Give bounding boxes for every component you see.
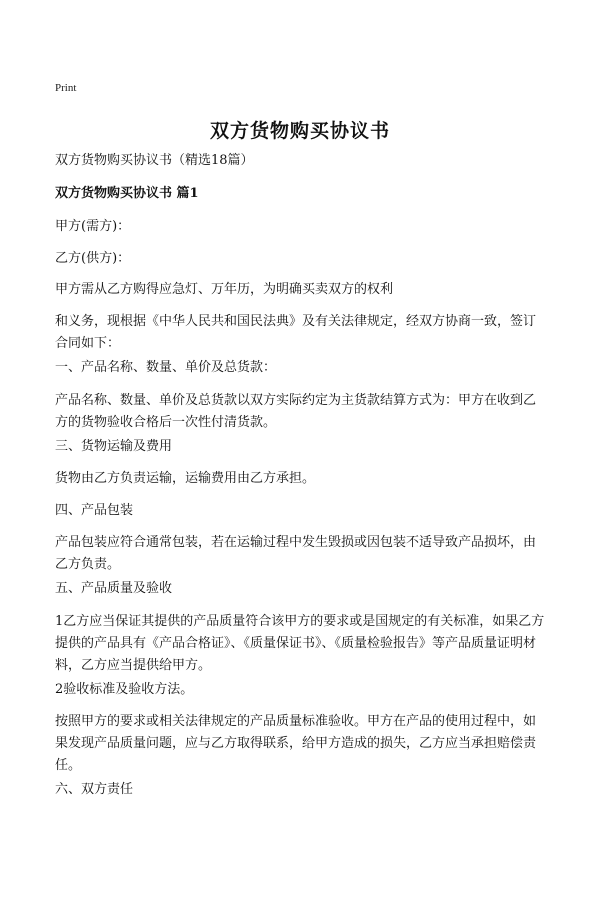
document-subtitle: 双方货物购买协议书（精选18篇） (55, 153, 254, 168)
clause-3-text: 货物由乙方负责运输，运输费用由乙方承担。 (55, 471, 316, 486)
document-title: 双方货物购买协议书 (209, 120, 390, 142)
clause-1-heading: 一、产品名称、数量、单价及总货款： (55, 360, 277, 375)
clause-5-item-3: 按照甲方的要求或相关法律规定的产品质量标准验收。甲方在产品的使用过程中，如果发现产品质量问题，应与乙方取得联系，给甲方造成的损失，乙方应当承担赔偿责任。 (55, 714, 537, 773)
party-b-line: 乙方(供方)： (55, 251, 131, 266)
clause-3-heading: 三、货物运输及费用 (55, 439, 173, 454)
clause-1-text: 产品名称、数量、单价及总货款以双方实际约定为主货款结算方式为：甲方在收到乙方的货物验收合格后一次性付清货款。 (55, 393, 537, 430)
clause-6-heading: 六、双方责任 (55, 782, 134, 797)
section-heading: 双方货物购买协议书 篇1 (55, 186, 199, 201)
clause-5-item-2: 2验收标准及验收方法。 (55, 682, 194, 697)
clause-4-text: 产品包装应符合通常包装，若在运输过程中发生毁损或因包装不适导致产品损坏，由乙方负责。 (55, 535, 537, 572)
intro-paragraph-1: 甲方需从乙方购得应急灯、万年历，为明确买卖双方的权利 (55, 282, 394, 297)
clause-5-item-1: 1乙方应当保证其提供的产品质量符合该甲方的要求或是国规定的有关标准，如果乙方提供的产品具有《产品合格证》、《质量保证书》、《质量检验报告》等产品质量证明材料，乙方应当提供给甲方。 (55, 614, 545, 673)
clause-5-heading: 五、产品质量及验收 (55, 581, 173, 596)
intro-paragraph-2: 和义务，现根据《中华人民共和国民法典》及有关法律规定，经双方协商一致，签订合同如下： (55, 314, 537, 351)
clause-4-heading: 四、产品包装 (55, 503, 134, 518)
party-a-line: 甲方(需方)： (55, 219, 131, 234)
print-link[interactable]: Print (55, 82, 77, 94)
